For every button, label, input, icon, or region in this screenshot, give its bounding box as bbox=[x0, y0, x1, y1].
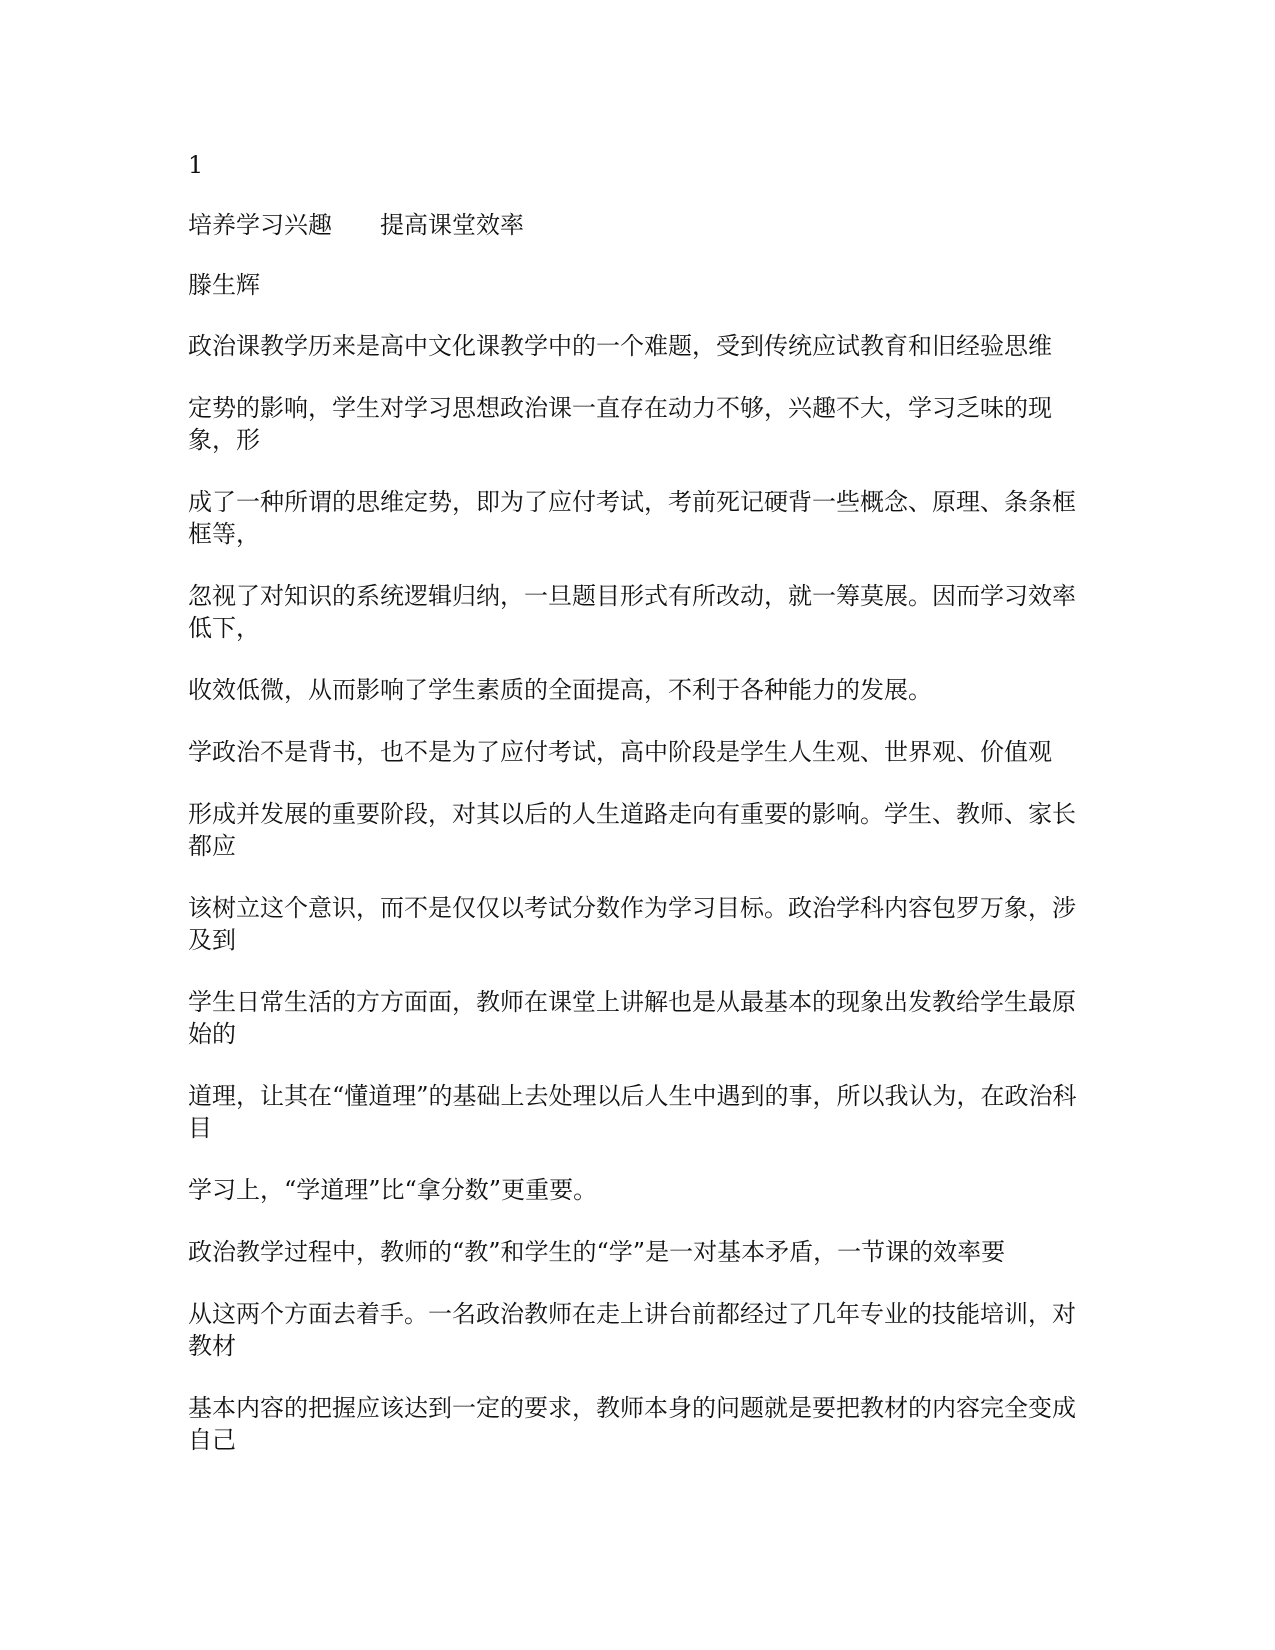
paragraph-line: 该树立这个意识，而不是仅仅以考试分数作为学习目标。政治学科内容包罗万象，涉及到 bbox=[188, 894, 1076, 954]
paragraph-line: 学生日常生活的方方面面，教师在课堂上讲解也是从最基本的现象出发教给学生最原始的 bbox=[188, 988, 1076, 1048]
paragraph-line: 基本内容的把握应该达到一定的要求，教师本身的问题就是要把教材的内容完全变成自己 bbox=[188, 1394, 1076, 1454]
paragraph-line: 忽视了对知识的系统逻辑归纳，一旦题目形式有所改动，就一筹莫展。因而学习效率低下， bbox=[188, 582, 1076, 642]
paragraph-line: 从这两个方面去着手。一名政治教师在走上讲台前都经过了几年专业的技能培训，对教材 bbox=[188, 1300, 1076, 1360]
paragraph-line: 学政治不是背书，也不是为了应付考试，高中阶段是学生人生观、世界观、价值观 bbox=[188, 738, 1052, 766]
article-title: 培养学习兴趣 提高课堂效率 bbox=[188, 211, 524, 239]
paragraph-line: 学习上，“学道理”比“拿分数”更重要。 bbox=[188, 1176, 598, 1204]
paragraph-line: 收效低微，从而影响了学生素质的全面提高，不利于各种能力的发展。 bbox=[188, 676, 932, 704]
author-name: 滕生辉 bbox=[188, 271, 260, 299]
paragraph-line: 政治教学过程中，教师的“教”和学生的“学”是一对基本矛盾，一节课的效率要 bbox=[188, 1238, 1006, 1266]
paragraph-line: 道理，让其在“懂道理”的基础上去处理以后人生中遇到的事，所以我认为，在政治科目 bbox=[188, 1082, 1077, 1142]
paragraph-line: 形成并发展的重要阶段，对其以后的人生道路走向有重要的影响。学生、教师、家长都应 bbox=[188, 800, 1076, 860]
page-number: 1 bbox=[188, 151, 204, 179]
paragraph-line: 政治课教学历来是高中文化课教学中的一个难题，受到传统应试教育和旧经验思维 bbox=[188, 332, 1052, 360]
document-body bbox=[188, 150, 1088, 1486]
paragraph-line: 成了一种所谓的思维定势，即为了应付考试，考前死记硬背一些概念、原理、条条框框等， bbox=[188, 488, 1076, 548]
paragraph-line: 定势的影响，学生对学习思想政治课一直存在动力不够，兴趣不大，学习乏味的现象，形 bbox=[188, 394, 1052, 454]
